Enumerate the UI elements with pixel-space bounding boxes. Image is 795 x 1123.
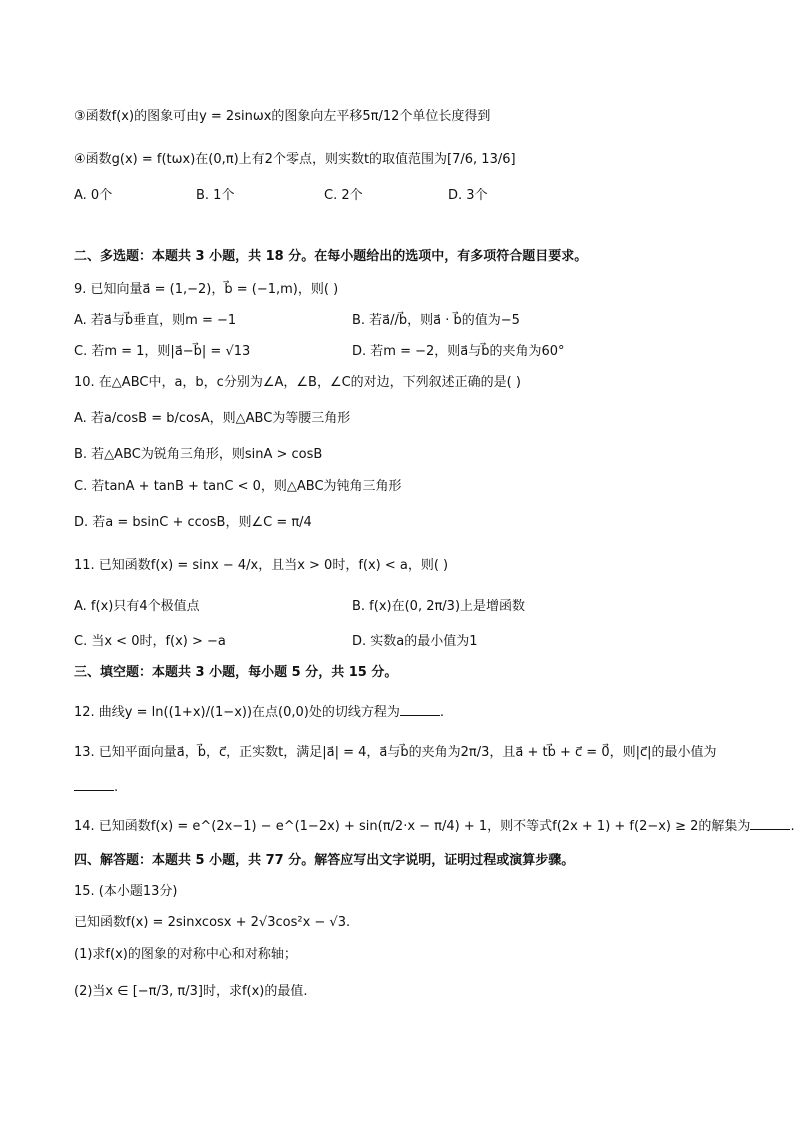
q9-option-c: C. 若m = 1，则|a⃗−b⃗| = √13 <box>74 344 251 359</box>
q8-option-c: C. 2个 <box>324 188 363 203</box>
q11-option-d: D. 实数a的最小值为1 <box>352 634 478 649</box>
q13-continuation <box>74 778 118 797</box>
statement-3: ③函数f(x)的图象可由y = 2sinωx的图象向左平移5π/12个单位长度得到 <box>74 109 491 124</box>
q9-option-b: B. 若a⃗//b⃗，则a⃗ · b⃗的值为−5 <box>352 313 520 328</box>
q8-option-d: D. 3个 <box>448 188 488 203</box>
q14-end: . <box>790 819 795 834</box>
q15-part-1: (1)求f(x)的图象的对称中心和对称轴； <box>74 947 297 962</box>
q12-stem <box>74 703 444 722</box>
q15-title: 15. (本小题13分) <box>74 884 178 899</box>
q9-option-a: A. 若a⃗与b⃗垂直，则m = −1 <box>74 313 237 328</box>
q9-option-d: D. 若m = −2，则a⃗与b⃗的夹角为60° <box>352 344 565 359</box>
answer-blank <box>400 703 440 716</box>
q11-option-a: A. f(x)只有4个极值点 <box>74 599 200 614</box>
q13-end: . <box>114 780 119 795</box>
section-4-heading: 四、解答题：本题共 5 小题，共 77 分。解答应写出文字说明，证明过程或演算步骤。 <box>74 853 575 868</box>
answer-blank <box>74 778 114 791</box>
q11-option-b: B. f(x)在(0, 2π/3)上是增函数 <box>352 599 526 614</box>
section-3-heading: 三、填空题：本题共 3 小题，每小题 5 分，共 15 分。 <box>74 665 398 680</box>
statement-4: ④函数g(x) = f(tωx)在(0,π)上有2个零点，则实数t的取值范围为[7/6, 13/6] <box>74 152 516 167</box>
q8-option-b: B. 1个 <box>196 188 235 203</box>
q15-part-2: (2)当x ∈ [−π/3, π/3]时，求f(x)的最值. <box>74 984 308 999</box>
q10-option-d: D. 若a = bsinC + ccosB，则∠C = π/4 <box>74 515 312 530</box>
q11-stem: 11. 已知函数f(x) = sinx − 4/x，且当x > 0时，f(x) < a，则( ) <box>74 558 449 573</box>
q11-option-c: C. 当x < 0时，f(x) > −a <box>74 634 226 649</box>
q9-stem: 9. 已知向量a⃗ = (1,−2)，b⃗ = (−1,m)，则( ) <box>74 282 339 297</box>
q10-option-c: C. 若tanA + tanB + tanC < 0，则△ABC为钝角三角形 <box>74 479 402 494</box>
answer-blank <box>750 817 790 830</box>
q13-stem: 13. 已知平面向量a⃗，b⃗，c⃗，正实数t，满足|a⃗| = 4，a⃗与b⃗的夹角为2π/3，且a⃗ + tb⃗ + c⃗ = 0⃗，则|c⃗|的最小值为 <box>74 745 717 760</box>
q14-stem <box>74 817 795 836</box>
q10-stem: 10. 在△ABC中，a，b，c分别为∠A，∠B，∠C的对边，下列叙述正确的是( ) <box>74 375 521 390</box>
q15-stem: 已知函数f(x) = 2sinxcosx + 2√3cos²x − √3. <box>74 915 351 930</box>
section-2-heading: 二、多选题：本题共 3 小题，共 18 分。在每小题给出的选项中，有多项符合题目要求。 <box>74 249 588 264</box>
q12-text: 12. 曲线y = ln((1+x)/(1−x))在点(0,0)处的切线方程为 <box>74 705 400 720</box>
q10-option-a: A. 若a/cosB = b/cosA，则△ABC为等腰三角形 <box>74 411 351 426</box>
q12-end: . <box>439 705 444 720</box>
q8-option-a: A. 0个 <box>74 188 113 203</box>
q10-option-b: B. 若△ABC为锐角三角形，则sinA > cosB <box>74 447 323 462</box>
q14-text: 14. 已知函数f(x) = e^(2x−1) − e^(1−2x) + sin(π/2·x − π/4) + 1，则不等式f(2x + 1) + f(2−x) ≥ 2的解集为 <box>74 819 751 834</box>
